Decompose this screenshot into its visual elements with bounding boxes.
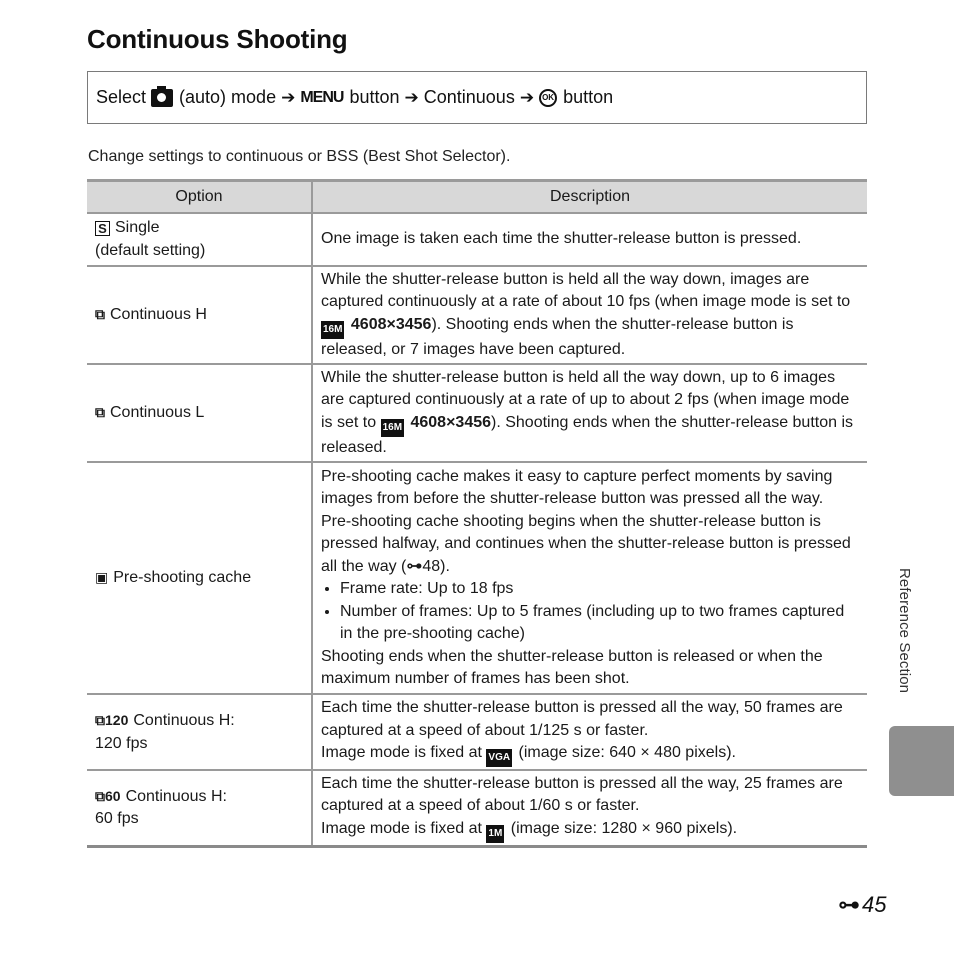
description-text: While the shutter-release button is held all the way down, up to 6 images are captured continuously at a rate of up to about 2 fps (when image mode is set to (321, 368, 850, 431)
continuous-h-120-icon: ⧉120 (95, 712, 129, 728)
camera-icon (151, 89, 173, 107)
image-mode-1m-icon: 1M (486, 825, 504, 843)
path-auto-mode-text: (auto) mode (179, 87, 277, 107)
description-cell (312, 462, 867, 694)
table-row (87, 213, 867, 266)
intro-text: Change settings to continuous or BSS (Best Shot Selector). (88, 148, 511, 165)
description-cell (312, 770, 867, 846)
option-label: Pre-shooting cache (113, 569, 252, 587)
description-text: Each time the shutter-release button is pressed all the way, 50 frames are captured at a speed of about 1/125 s or faster. (321, 699, 843, 739)
description-text: ). (440, 557, 450, 575)
option-cell (87, 770, 312, 846)
description-text: While the shutter-release button is held all the way down, images are captured continuously at a rate of about 10 fps (when image mode is set to (321, 270, 851, 311)
path-button-text: button (349, 87, 400, 107)
page-number-value: 45 (862, 892, 887, 917)
reference-icon: ⊶ (406, 557, 423, 575)
list-item: • Number of frames: Up to 5 frames (including up to two frames captured in the pre-shooting cache) (340, 601, 857, 646)
option-cell (87, 266, 312, 364)
option-label: Continuous L (110, 404, 205, 422)
description-text: ). Shooting ends when the shutter-release button is released, or 7 images have been captured. (321, 315, 794, 358)
pre-shooting-cache-icon: ▣ (95, 569, 109, 586)
table-row (87, 266, 867, 364)
description-text: (image size: 640 × 480 pixels). (514, 744, 736, 761)
page-title: Continuous Shooting (87, 24, 348, 54)
option-label: Continuous H (110, 306, 207, 324)
page-number (838, 892, 886, 918)
description-text: ). Shooting ends when the shutter-release button is released. (321, 413, 854, 456)
image-mode-16m-icon: 16M (381, 419, 404, 437)
option-cell (87, 364, 312, 462)
table-row (87, 694, 867, 770)
continuous-h-icon: ⧉ (95, 306, 105, 323)
description-cell (312, 266, 867, 364)
description-text: (image size: 1280 × 960 pixels). (506, 819, 738, 837)
description-text: Shooting ends when the shutter-release button is released or when the maximum number of frames has been shot. (321, 647, 823, 687)
table-header-row (87, 181, 867, 214)
menu-button-icon: MENU (300, 88, 344, 106)
option-cell (87, 694, 312, 770)
option-label: Continuous H: (125, 787, 227, 805)
option-label: Single (115, 219, 160, 236)
option-cell (87, 213, 312, 266)
arrow-right-icon: ➔ (404, 87, 419, 107)
continuous-l-icon: ⧉ (95, 404, 105, 421)
description-cell (312, 364, 867, 462)
continuous-h-60-icon: ⧉60 (95, 787, 121, 804)
path-button-text: button (563, 87, 614, 107)
image-size-text: 4608×3456 (350, 315, 432, 333)
table-row (87, 364, 867, 462)
description-cell: One image is taken each time the shutter-release button is pressed. (312, 213, 867, 266)
single-shot-icon: S (95, 221, 110, 236)
list-item: • Frame rate: Up to 18 fps (340, 578, 857, 601)
table-row (87, 462, 867, 694)
description-text: Pre-shooting cache makes it easy to capture perfect moments by saving images from before the shutter-release button was pressed all the way. Pre-shooting cache shooting begins when the shutter-release button is pressed halfway, and continues when the shutter-release button is pressed all the way ( (321, 467, 851, 575)
section-tab (889, 726, 954, 796)
description-text: Image mode is fixed at (321, 819, 487, 837)
arrow-right-icon: ➔ (519, 87, 535, 107)
table-row (87, 770, 867, 846)
reference-section-icon: ⊶ (838, 892, 860, 917)
image-mode-vga-icon: VGA (486, 749, 512, 767)
option-cell (87, 462, 312, 694)
image-size-text: 4608×3456 (410, 413, 492, 431)
description-cell (312, 694, 867, 770)
section-side-label: Reference Section (896, 568, 913, 694)
ok-button-icon: OK (539, 89, 557, 107)
options-table (87, 179, 867, 848)
option-label-sub: 60 fps (95, 810, 139, 828)
description-text: Each time the shutter-release button is pressed all the way, 25 frames are captured at a speed of about 1/60 s or faster. (321, 774, 843, 815)
option-label-sub: 120 fps (95, 734, 148, 752)
description-text: Image mode is fixed at (321, 744, 487, 761)
reference-page: 48 (422, 557, 441, 575)
arrow-right-icon: ➔ (281, 87, 296, 107)
path-select-text: Select (96, 87, 147, 107)
option-label: Continuous H: (133, 712, 235, 729)
header-description: Description (312, 181, 867, 214)
menu-path-box (87, 71, 867, 124)
image-mode-16m-icon: 16M (321, 321, 344, 339)
option-label-sub: (default setting) (95, 241, 206, 259)
path-continuous-text: Continuous (423, 87, 515, 107)
bullet-list (321, 578, 857, 646)
header-option: Option (87, 181, 312, 214)
